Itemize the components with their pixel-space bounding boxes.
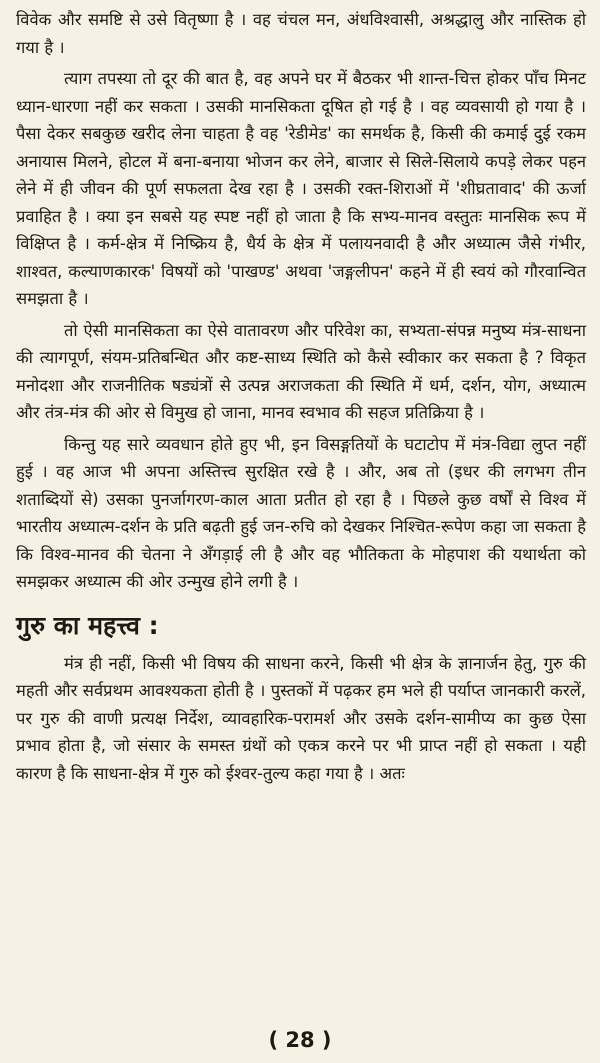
section-heading: गुरु का महत्त्व :	[16, 610, 159, 640]
paragraph-mentality: तो ऐसी मानसिकता का ऐसे वातावरण और परिवेश का, सभ्यता-संपन्न मनुष्य मंत्र-साधना की त्यागपूर्ण, संयम-प्रतिबन्धित और कष्ट-साध्य स्थिति को कैसे स्वीकार कर सकता है ? विकृत मनोदशा और राजनीतिक षड्यंत्रों से उत्पन्न अराजकता की स्थिति में धर्म, दर्शन, योग, अध्यात्म और तंत्र-मंत्र की ओर से विमुख हो जाना, मानव स्वभाव की सहज प्रतिक्रिया है ।	[16, 320, 586, 422]
paragraph-continuation: विवेक और समष्टि से उसे वितृष्णा है । वह चंचल मन, अंधविश्वासी, अश्रद्धालु और नास्तिक हो गया है ।	[16, 10, 586, 57]
paragraph-revival: किन्तु यह सारे व्यवधान होते हुए भी, इन विसङ्गतियों के घटाटोप में मंत्र-विद्या लुप्त नहीं हुई । वह आज भी अपना अस्तित्त्व सुरक्षित रखे है । और, अब तो (इधर की लगभग तीन शताब्दियों से) उसका पुनर्जागरण-काल आता प्रतीत हो रहा है । पिछले कुछ वर्षों से विश्व में भारतीय अध्यात्म-दर्शन के प्रति बढ़ती हुई जन-रुचि को देखकर निश्चित-रूपेण कहा जा सकता है कि विश्व-मानव की चेतना ने अँगड़ाई ली है और वह भौतिकता के मोहपाश की यथार्थता को समझकर अध्यात्म की ओर उन्मुख होने लगी है ।	[16, 434, 586, 591]
page-number: ( 28 )	[268, 1028, 332, 1052]
paragraph-guru-importance: मंत्र ही नहीं, किसी भी विषय की साधना करने, किसी भी क्षेत्र के ज्ञानार्जन हेतु, गुरु की महती और सर्वप्रथम आवश्यकता होती है । पुस्तकों में पढ़कर हम भले ही पर्याप्त जानकारी करलें, पर गुरु की वाणी प्रत्यक्ष निर्देश, व्यावहारिक-परामर्श और उसके दर्शन-सामीप्य का कुछ ऐसा प्रभाव होता है, जो संसार के समस्त ग्रंथों को एकत्र करने पर भी प्राप्त नहीं हो सकता । यही कारण है कि साधना-क्षेत्र में गुरु को ईश्वर-तुल्य कहा गया है । अतः	[16, 653, 586, 783]
paragraph-renunciation: त्याग तपस्या तो दूर की बात है, वह अपने घर में बैठकर भी शान्त-चित्त होकर पाँच मिनट ध्यान-धारणा नहीं कर सकता । उसकी मानसिकता दूषित हो गई है । वह व्यवसायी हो गया है । पैसा देकर सबकुछ खरीद लेना चाहता है वह 'रेडीमेड' का समर्थक है, किसी की कमाई दुई रकम अनायास मिलने, होटल में बना-बनाया भोजन कर लेने, बाजार से सिले-सिलाये कपड़े लेकर पहन लेने में ही जीवन की पूर्ण सफलता देख रहा है । उसकी रक्त-शिराओं में 'शीघ्रतावाद' की ऊर्जा प्रवाहित है । क्या इन सबसे यह स्पष्ट नहीं हो जाता है कि सभ्य-मानव वस्तुतः मानसिक रूप में विक्षिप्त है । कर्म-क्षेत्र में निष्क्रिय है, धैर्य के क्षेत्र में पलायनवादी है और अध्यात्म जैसे गंभीर, शाश्वत, कल्याणकारक' विषयों को 'पाखण्ड' अथवा 'जङ्गलीपन' कहने में ही स्वयं को गौरवान्वित समझता है ।	[16, 69, 586, 308]
